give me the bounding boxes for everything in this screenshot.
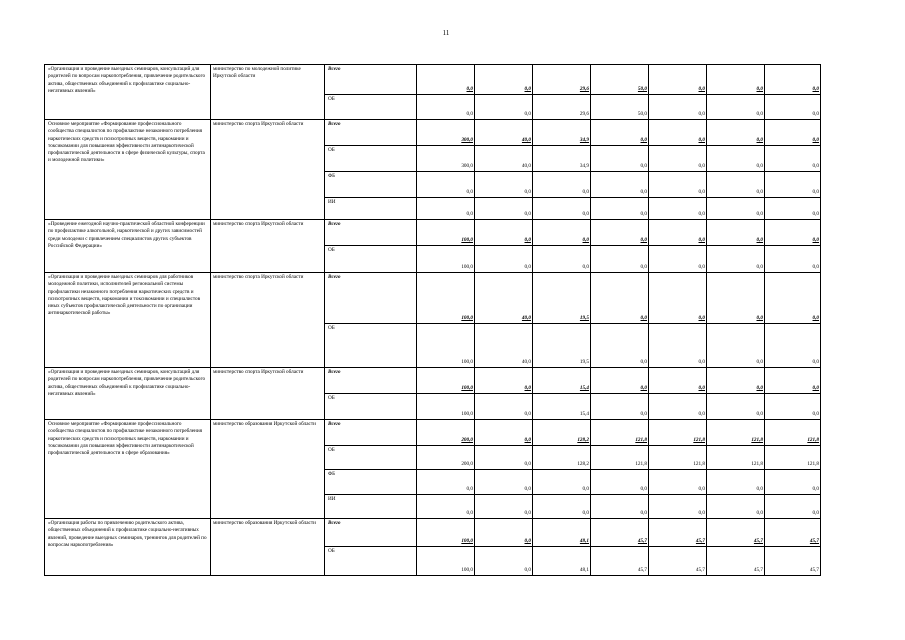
event-name-cell: «Организация и проведение выездных семинаров, консультаций для родителей по вопросам наркопотребления, привлечение родительского актива, общественных объединений к профилактике социально-негативных явлений» bbox=[45, 65, 211, 120]
funding-source-cell: Всего bbox=[325, 519, 417, 547]
amount-cell: 0,0 bbox=[475, 368, 533, 394]
amount-cell: 0,0 bbox=[533, 198, 591, 220]
funding-source-cell: ОБ bbox=[325, 95, 417, 120]
amount-cell: 0,0 bbox=[649, 273, 707, 324]
amount-cell: 40,0 bbox=[475, 273, 533, 324]
amount-cell: 0,0 bbox=[765, 120, 821, 146]
amount-cell: 0,0 bbox=[475, 519, 533, 547]
amount-cell: 48,1 bbox=[533, 519, 591, 547]
amount-cell: 48,1 bbox=[533, 547, 591, 576]
amount-cell: 0,0 bbox=[649, 495, 707, 519]
amount-cell: 0,0 bbox=[533, 172, 591, 198]
amount-cell: 15,4 bbox=[533, 394, 591, 420]
amount-cell: 0,0 bbox=[475, 172, 533, 198]
funding-source-cell: ИИ bbox=[325, 198, 417, 220]
executor-cell: министерство по молодежной политике Иркутской области bbox=[211, 65, 325, 120]
amount-cell: 100,0 bbox=[417, 246, 475, 273]
amount-cell: 0,0 bbox=[591, 394, 649, 420]
amount-cell: 45,7 bbox=[707, 547, 765, 576]
executor-cell: министерство образования Иркутской области bbox=[211, 519, 325, 576]
amount-cell: 100,0 bbox=[417, 324, 475, 368]
funding-source-cell: ОБ bbox=[325, 246, 417, 273]
amount-cell: 19,5 bbox=[533, 324, 591, 368]
event-name-cell: Основное мероприятие «Формирование профессионального сообщества специалистов по профилактике незаконного потребления наркотических средств и психотропных веществ, наркомании и токсикомании для повышения эффективности антинаркотической профилактической деятельности в сфере образования» bbox=[45, 420, 211, 519]
amount-cell: 0,0 bbox=[765, 470, 821, 495]
amount-cell: 0,0 bbox=[533, 220, 591, 246]
amount-cell: 50,0 bbox=[591, 95, 649, 120]
amount-cell: 128,2 bbox=[533, 446, 591, 470]
amount-cell: 0,0 bbox=[417, 470, 475, 495]
amount-cell: 0,0 bbox=[475, 220, 533, 246]
amount-cell: 0,0 bbox=[649, 198, 707, 220]
amount-cell: 0,0 bbox=[649, 368, 707, 394]
amount-cell: 0,0 bbox=[649, 246, 707, 273]
funding-source-cell: ОБ bbox=[325, 324, 417, 368]
amount-cell: 300,0 bbox=[417, 120, 475, 146]
amount-cell: 0,0 bbox=[475, 547, 533, 576]
funding-source-cell: ОБ bbox=[325, 547, 417, 576]
amount-cell: 121,8 bbox=[707, 446, 765, 470]
amount-cell: 0,0 bbox=[765, 95, 821, 120]
amount-cell: 0,0 bbox=[707, 368, 765, 394]
page-number: 11 bbox=[442, 29, 450, 37]
funding-source-cell: Всего bbox=[325, 120, 417, 146]
amount-cell: 40,0 bbox=[475, 146, 533, 172]
funding-source-cell: Всего bbox=[325, 420, 417, 446]
amount-cell: 0,0 bbox=[707, 394, 765, 420]
table-row bbox=[45, 120, 821, 146]
funding-source-cell: Всего bbox=[325, 273, 417, 324]
executor-cell: министерство спорта Иркутской области bbox=[211, 368, 325, 420]
amount-cell: 0,0 bbox=[475, 495, 533, 519]
amount-cell: 45,7 bbox=[765, 519, 821, 547]
amount-cell: 100,0 bbox=[417, 547, 475, 576]
funding-source-cell: Всего bbox=[325, 368, 417, 394]
amount-cell: 0,0 bbox=[417, 65, 475, 95]
amount-cell: 0,0 bbox=[765, 65, 821, 95]
amount-cell: 0,0 bbox=[591, 470, 649, 495]
table-row bbox=[45, 420, 821, 446]
amount-cell: 0,0 bbox=[707, 198, 765, 220]
amount-cell: 0,0 bbox=[765, 394, 821, 420]
amount-cell: 0,0 bbox=[591, 495, 649, 519]
table-row bbox=[45, 220, 821, 246]
amount-cell: 0,0 bbox=[707, 273, 765, 324]
amount-cell: 45,7 bbox=[649, 547, 707, 576]
amount-cell: 121,8 bbox=[765, 446, 821, 470]
amount-cell: 40,0 bbox=[475, 120, 533, 146]
amount-cell: 0,0 bbox=[649, 172, 707, 198]
amount-cell: 29,6 bbox=[533, 95, 591, 120]
executor-cell: министерство спорта Иркутской области bbox=[211, 273, 325, 368]
amount-cell: 200,0 bbox=[417, 420, 475, 446]
amount-cell: 0,0 bbox=[765, 146, 821, 172]
amount-cell: 0,0 bbox=[417, 172, 475, 198]
amount-cell: 0,0 bbox=[417, 495, 475, 519]
amount-cell: 0,0 bbox=[765, 172, 821, 198]
amount-cell: 0,0 bbox=[533, 495, 591, 519]
amount-cell: 0,0 bbox=[649, 65, 707, 95]
amount-cell: 0,0 bbox=[649, 324, 707, 368]
amount-cell: 0,0 bbox=[765, 368, 821, 394]
funding-source-cell: ОБ bbox=[325, 146, 417, 172]
amount-cell: 0,0 bbox=[649, 120, 707, 146]
amount-cell: 0,0 bbox=[417, 95, 475, 120]
event-name-cell: «Проведение ежегодной научно-практической областной конференции по профилактике алкогольной, наркотической и других зависимостей среди молодежи с привлечением специалистов других субъектов Российской Федерации» bbox=[45, 220, 211, 273]
amount-cell: 0,0 bbox=[591, 220, 649, 246]
amount-cell: 121,8 bbox=[707, 420, 765, 446]
funding-source-cell: ИИ bbox=[325, 495, 417, 519]
amount-cell: 0,0 bbox=[765, 246, 821, 273]
amount-cell: 0,0 bbox=[475, 394, 533, 420]
table-row bbox=[45, 273, 821, 324]
amount-cell: 0,0 bbox=[591, 246, 649, 273]
amount-cell: 45,7 bbox=[591, 519, 649, 547]
amount-cell: 45,7 bbox=[649, 519, 707, 547]
amount-cell: 0,0 bbox=[533, 246, 591, 273]
amount-cell: 0,0 bbox=[649, 470, 707, 495]
funding-source-cell: Всего bbox=[325, 220, 417, 246]
amount-cell: 0,0 bbox=[475, 65, 533, 95]
funding-source-cell: ОБ bbox=[325, 394, 417, 420]
amount-cell: 0,0 bbox=[649, 95, 707, 120]
amount-cell: 0,0 bbox=[475, 198, 533, 220]
amount-cell: 0,0 bbox=[591, 120, 649, 146]
table-row bbox=[45, 65, 821, 95]
funding-source-cell: ФБ bbox=[325, 172, 417, 198]
amount-cell: 128,2 bbox=[533, 420, 591, 446]
amount-cell: 29,6 bbox=[533, 65, 591, 95]
amount-cell: 0,0 bbox=[475, 470, 533, 495]
amount-cell: 34,9 bbox=[533, 146, 591, 172]
amount-cell: 0,0 bbox=[649, 146, 707, 172]
amount-cell: 0,0 bbox=[707, 220, 765, 246]
amount-cell: 0,0 bbox=[417, 198, 475, 220]
funding-source-cell: Всего bbox=[325, 65, 417, 95]
amount-cell: 45,7 bbox=[707, 519, 765, 547]
amount-cell: 0,0 bbox=[591, 198, 649, 220]
amount-cell: 0,0 bbox=[707, 324, 765, 368]
amount-cell: 0,0 bbox=[475, 446, 533, 470]
amount-cell: 121,8 bbox=[591, 446, 649, 470]
amount-cell: 45,7 bbox=[765, 547, 821, 576]
funding-source-cell: ОБ bbox=[325, 446, 417, 470]
executor-cell: министерство образования Иркутской области bbox=[211, 420, 325, 519]
amount-cell: 0,0 bbox=[707, 65, 765, 95]
amount-cell: 0,0 bbox=[707, 146, 765, 172]
amount-cell: 121,8 bbox=[649, 446, 707, 470]
amount-cell: 121,8 bbox=[591, 420, 649, 446]
amount-cell: 45,7 bbox=[591, 547, 649, 576]
amount-cell: 100,0 bbox=[417, 368, 475, 394]
amount-cell: 100,0 bbox=[417, 220, 475, 246]
amount-cell: 0,0 bbox=[475, 95, 533, 120]
amount-cell: 0,0 bbox=[765, 273, 821, 324]
amount-cell: 34,9 bbox=[533, 120, 591, 146]
amount-cell: 0,0 bbox=[591, 324, 649, 368]
amount-cell: 15,4 bbox=[533, 368, 591, 394]
amount-cell: 0,0 bbox=[533, 470, 591, 495]
amount-cell: 121,8 bbox=[765, 420, 821, 446]
amount-cell: 50,0 bbox=[591, 65, 649, 95]
event-name-cell: Основное мероприятие «Формирование профессионального сообщества специалистов по профилактике незаконного потребления наркотических средств и психотропных веществ, наркомании и токсикомании для повышения эффективности антинаркотической профилактической деятельности в сфере физической культуры, спорта и молодежной политики» bbox=[45, 120, 211, 220]
amount-cell: 40,0 bbox=[475, 324, 533, 368]
table-row bbox=[45, 368, 821, 394]
amount-cell: 0,0 bbox=[765, 220, 821, 246]
amount-cell: 0,0 bbox=[765, 324, 821, 368]
executor-cell: министерство спорта Иркутской области bbox=[211, 120, 325, 220]
amount-cell: 0,0 bbox=[707, 120, 765, 146]
amount-cell: 0,0 bbox=[707, 470, 765, 495]
event-name-cell: «Организация работы по привлечению родительского актива, общественных объединений к профилактике социально-негативных явлений, проведение выездных семинаров, тренингов для родителей по вопросам наркопотребления» bbox=[45, 519, 211, 576]
amount-cell: 200,0 bbox=[417, 446, 475, 470]
amount-cell: 0,0 bbox=[591, 273, 649, 324]
amount-cell: 0,0 bbox=[475, 246, 533, 273]
amount-cell: 0,0 bbox=[649, 220, 707, 246]
amount-cell: 0,0 bbox=[707, 95, 765, 120]
amount-cell: 0,0 bbox=[591, 368, 649, 394]
amount-cell: 0,0 bbox=[765, 495, 821, 519]
amount-cell: 0,0 bbox=[707, 172, 765, 198]
event-name-cell: «Организация и проведение выездных семинаров, консультаций для родителей по вопросам наркопотребления, привлечение родительского актива, общественных объединений к профилактике социально-негативных явлений» bbox=[45, 368, 211, 420]
amount-cell: 121,8 bbox=[649, 420, 707, 446]
table-row bbox=[45, 519, 821, 547]
amount-cell: 0,0 bbox=[591, 172, 649, 198]
funding-source-cell: ФБ bbox=[325, 470, 417, 495]
amount-cell: 0,0 bbox=[591, 146, 649, 172]
amount-cell: 0,0 bbox=[707, 246, 765, 273]
amount-cell: 0,0 bbox=[475, 420, 533, 446]
amount-cell: 0,0 bbox=[765, 198, 821, 220]
event-name-cell: «Организация и проведение выездных семинаров для работников молодежной политики, исполнителей региональной системы профилактики незаконного потребления наркотических средств и психотропных веществ, наркомании и токсикомании и специалистов иных субъектов профилактической деятельности по организации антинаркотической работы» bbox=[45, 273, 211, 368]
amount-cell: 100,0 bbox=[417, 394, 475, 420]
amount-cell: 0,0 bbox=[707, 495, 765, 519]
amount-cell: 100,0 bbox=[417, 519, 475, 547]
budget-table bbox=[44, 64, 821, 576]
amount-cell: 300,0 bbox=[417, 146, 475, 172]
amount-cell: 19,5 bbox=[533, 273, 591, 324]
amount-cell: 0,0 bbox=[649, 394, 707, 420]
executor-cell: министерство спорта Иркутской области bbox=[211, 220, 325, 273]
amount-cell: 100,0 bbox=[417, 273, 475, 324]
